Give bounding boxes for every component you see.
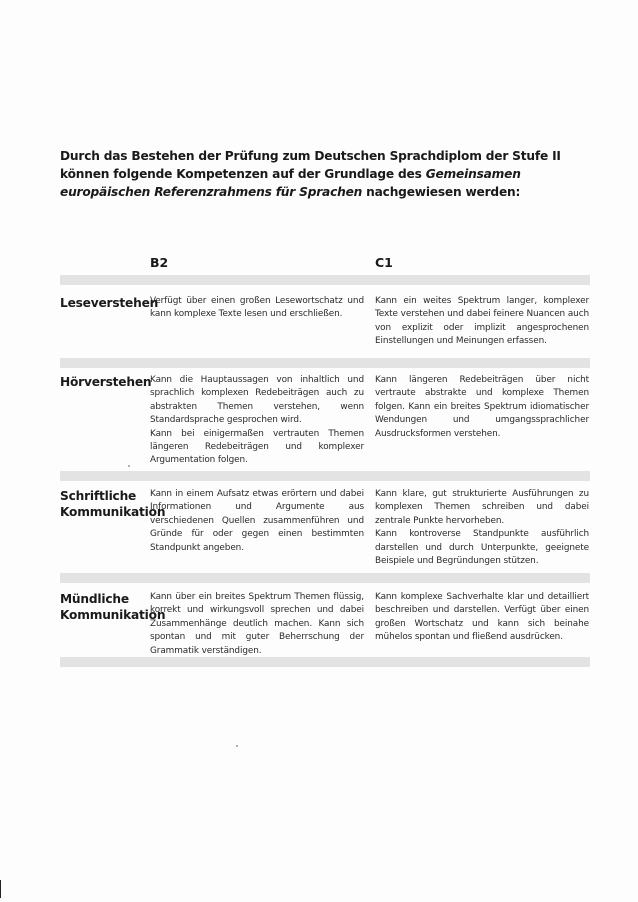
cell-leseverstehen-c1: [375, 295, 589, 349]
intro-emphasis: Gemeinsamen europäischen Referenzrahmens für Sprachen: [60, 167, 521, 199]
cell-paragraph: Kann längeren Redebeiträgen über nicht vertraute abstrakte und komplexe Themen folgen. Kann ein breites Spektrum idiomatischer Wendungen und umgangssprachlicher Ausdrucksformen verstehen.: [375, 375, 589, 439]
cell-schriftliche-b2: [150, 488, 364, 555]
cell-paragraph: Kann kontroverse Standpunkte ausführlich darstellen und durch Unterpunkte, geeignete Beispiele und Begründungen stützen.: [375, 529, 589, 567]
intro-part2: nachgewiesen werden:: [362, 185, 521, 199]
row-label-hoerverstehen: [60, 374, 150, 390]
scan-speck: [128, 465, 130, 467]
cell-paragraph: Kann bei einigermaßen vertrauten Themen längeren Redebeiträgen und komplexer Argumentation folgen.: [150, 428, 364, 466]
cell-paragraph: Kann die Hauptaussagen von inhaltlich und sprachlich komplexen Redebeiträgen auch zu abstrakten Themen verstehen, wenn Standardsprache gesprochen wird.: [150, 375, 364, 426]
cell-paragraph: Kann über ein breites Spektrum Themen flüssig, korrekt und wirkungsvoll sprechen und dabei Zusammenhänge deutlich machen. Kann sich spontan und mit guter Beherrschung der Grammatik verständigen.: [150, 592, 364, 656]
cell-hoerverstehen-b2: [150, 374, 364, 468]
cell-hoerverstehen-c1: [375, 374, 589, 441]
row-label-line: Kommunikation: [60, 505, 166, 519]
cell-muendliche-c1: [375, 591, 589, 645]
row-label-line: Schriftliche: [60, 489, 137, 503]
row-label-line: Kommunikation: [60, 608, 166, 622]
row-label-line: Hörverstehen: [60, 375, 152, 389]
column-header-b2: B2: [150, 255, 169, 270]
column-header-c1: C1: [375, 255, 393, 270]
separator-band: [60, 358, 590, 368]
row-label-line: Mündliche: [60, 592, 129, 606]
intro-part1: Durch das Bestehen der Prüfung zum Deutschen Sprachdiplom der Stufe II können folgende Kompetenzen auf der Grundlage des: [60, 149, 561, 181]
row-label-line: Leseverstehen: [60, 296, 159, 310]
row-label-leseverstehen: [60, 295, 159, 311]
row-label-schriftliche-kommunikation: [60, 488, 166, 520]
separator-band: [60, 573, 590, 583]
cell-paragraph: Kann komplexe Sachverhalte klar und detailliert beschreiben und darstellen. Verfügt über einen großen Wortschatz und kann sich beinahe mühelos spontan und fließend ausdrücken.: [375, 592, 589, 643]
cell-paragraph: Verfügt über einen großen Lesewortschatz und kann komplexe Texte lesen und erschließen.: [150, 296, 364, 320]
cell-schriftliche-c1: [375, 488, 589, 568]
cell-paragraph: Kann ein weites Spektrum langer, komplexer Texte verstehen und dabei feinere Nuancen auch von explizit oder implizit angesprochenen Einstellungen und Meinungen erfassen.: [375, 296, 589, 347]
separator-band: [60, 275, 590, 285]
row-label-muendliche-kommunikation: [60, 591, 166, 623]
cell-muendliche-b2: [150, 591, 364, 658]
separator-band: [60, 657, 590, 667]
intro-text: [60, 147, 590, 201]
cell-paragraph: Kann klare, gut strukturierte Ausführungen zu komplexen Themen schreiben und dabei zentrale Punkte hervorheben.: [375, 489, 589, 526]
scan-edge-mark: [0, 880, 1, 898]
cell-leseverstehen-b2: [150, 295, 364, 322]
separator-band: [60, 471, 590, 481]
scan-speck: [236, 745, 238, 747]
cell-paragraph: Kann in einem Aufsatz etwas erörtern und dabei Informationen und Argumente aus verschiedenen Quellen zusammenführen und Gründe für oder gegen einen bestimmten Standpunkt angeben.: [150, 489, 364, 553]
